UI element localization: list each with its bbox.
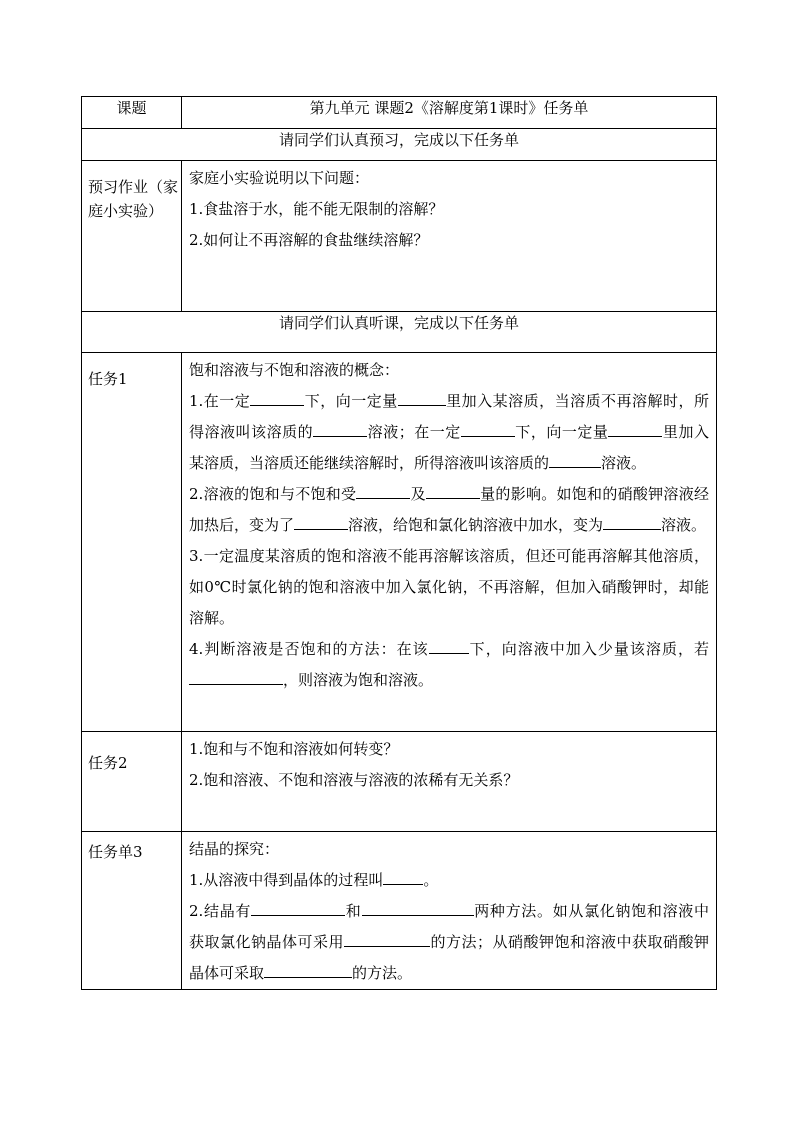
- preview-label: 预习作业（家庭小实验）: [82, 161, 182, 312]
- task2-row: [82, 732, 717, 832]
- task1-label: 任务1: [82, 353, 182, 732]
- fill-blank[interactable]: [426, 480, 480, 499]
- task1-paragraph-1: 1.在一定 下，向一定量 里加入某溶质，当溶质不再溶解时，所得溶液叫该溶质的 溶液；在一定 下，向一定量 里加入某溶质，当溶质还能继续溶解时，所得溶液叫该溶质的 溶液。: [189, 386, 709, 479]
- task1-paragraph-4: 4.判断溶液是否饱和的方法：在该 下，向溶液中加入少量该溶质，若，则溶液为饱和溶液。: [189, 634, 709, 696]
- fill-blank[interactable]: [429, 635, 469, 654]
- task2-content: [182, 732, 717, 832]
- preview-instruction: 请同学们认真预习，完成以下任务单: [82, 129, 717, 161]
- task1-row: [82, 353, 717, 732]
- header-row: [82, 97, 717, 129]
- header-label: 课题: [82, 97, 182, 129]
- task-sheet-table: [81, 96, 717, 990]
- lesson-title: 第九单元 课题2《溶解度第1课时》任务单: [182, 97, 717, 129]
- task1-paragraph-2: 2.溶液的饱和与不饱和受 及 量的影响。如饱和的硝酸钾溶液经加热后，变为了 溶液，给饱和氯化钠溶液中加水，变为 溶液。: [189, 479, 709, 541]
- fill-blank[interactable]: [250, 387, 304, 406]
- preview-content: [182, 161, 717, 312]
- fill-blank[interactable]: [294, 511, 348, 530]
- fill-blank[interactable]: [603, 511, 661, 530]
- task3-label: 任务单3: [82, 832, 182, 990]
- listen-instruction-row: [82, 312, 717, 353]
- fill-blank[interactable]: [264, 959, 352, 978]
- fill-blank[interactable]: [398, 387, 446, 406]
- fill-blank[interactable]: [362, 897, 474, 916]
- fill-blank[interactable]: [356, 480, 410, 499]
- task3-paragraph-2: 2.结晶有 和 两种方法。如从氯化钠饱和溶液中获取氯化钠晶体可采用 的方法；从硝酸钾饱和溶液中获取硝酸钾晶体可采取 的方法。: [189, 896, 709, 989]
- task1-content: [182, 353, 717, 732]
- fill-blank[interactable]: [608, 418, 662, 437]
- preview-instruction-row: [82, 129, 717, 161]
- preview-question-2: 2.如何让不再溶解的食盐继续溶解？: [189, 231, 429, 249]
- listen-instruction: 请同学们认真听课，完成以下任务单: [82, 312, 717, 353]
- task1-title: 饱和溶液与不饱和溶液的概念：: [189, 361, 400, 379]
- task2-question-2: 2.饱和溶液、不饱和溶液与溶液的浓稀有无关系？: [189, 771, 519, 789]
- task3-row: [82, 832, 717, 990]
- task2-question-1: 1.饱和与不饱和溶液如何转变？: [189, 740, 399, 758]
- preview-intro: 家庭小实验说明以下问题：: [189, 169, 370, 187]
- fill-blank[interactable]: [189, 666, 283, 685]
- task3-content: [182, 832, 717, 990]
- fill-blank[interactable]: [344, 928, 430, 947]
- preview-row: [82, 161, 717, 312]
- preview-question-1: 1.食盐溶于水，能不能无限制的溶解？: [189, 200, 444, 218]
- task3-paragraph-1: 1.从溶液中得到晶体的过程叫 。: [189, 865, 709, 896]
- fill-blank[interactable]: [461, 418, 515, 437]
- fill-blank[interactable]: [251, 897, 345, 916]
- task3-title: 结晶的探究：: [189, 840, 280, 858]
- task2-label: 任务2: [82, 732, 182, 832]
- fill-blank[interactable]: [383, 866, 423, 885]
- fill-blank[interactable]: [313, 418, 367, 437]
- task1-paragraph-3: 3.一定温度某溶质的饱和溶液不能再溶解该溶质，但还可能再溶解其他溶质，如0℃时氯化钠的饱和溶液中加入氯化钠，不再溶解，但加入硝酸钾时，却能溶解。: [189, 547, 709, 627]
- fill-blank[interactable]: [549, 449, 601, 468]
